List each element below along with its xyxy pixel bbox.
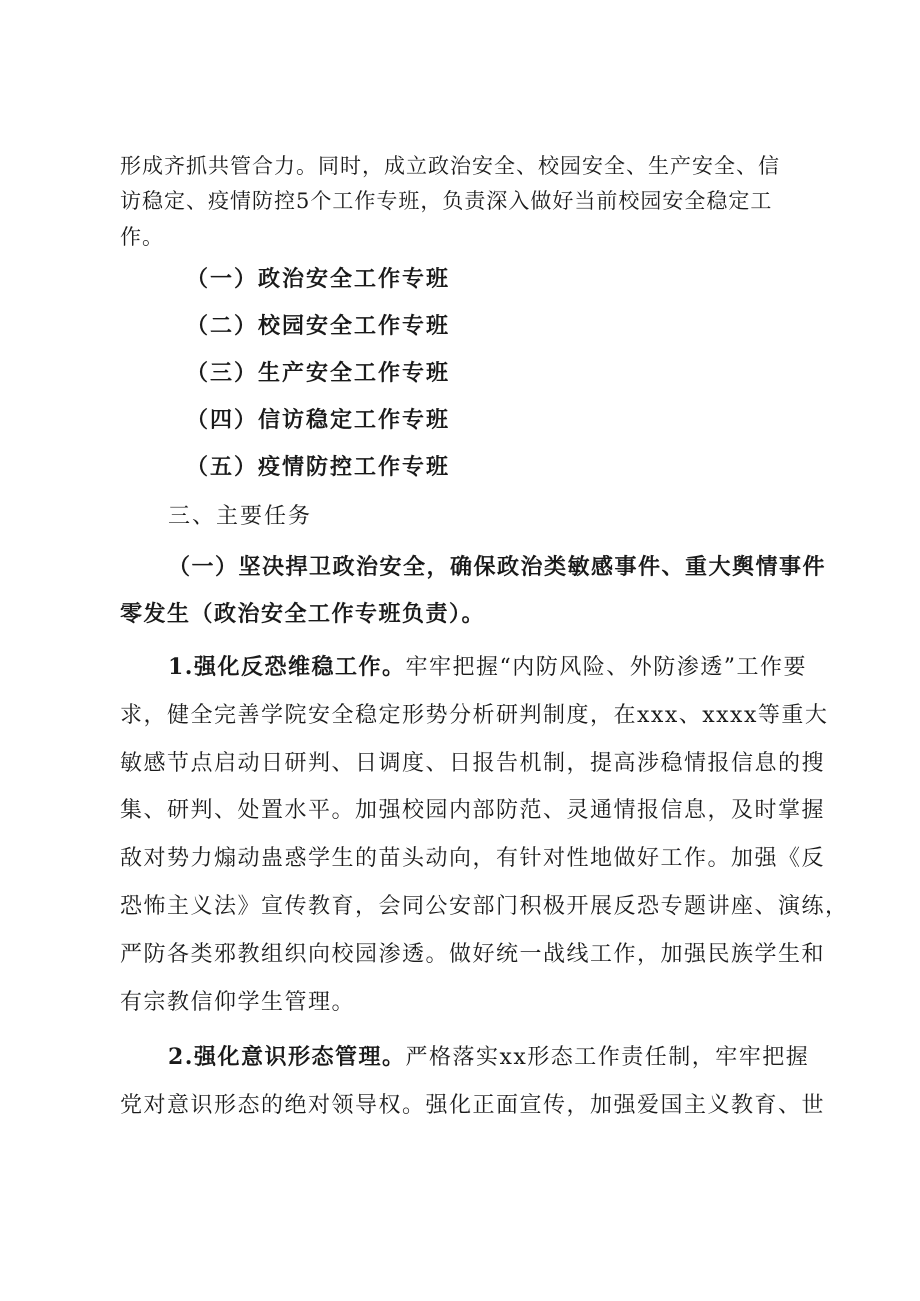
para1-line-3: 作。	[120, 225, 164, 249]
item1-line-7: 严防各类邪教组织向校园渗透。做好统一战线工作，加强民族学生和	[120, 942, 826, 967]
subheading-epidemic: （五）疫情防控工作专班	[186, 454, 451, 480]
subheading-production: （三）生产安全工作专班	[186, 360, 451, 386]
item1-first-rest: 牢牢把握“内防风险、外防渗透”工作要	[405, 655, 807, 680]
item1-first-line	[168, 650, 807, 681]
subheading-political: （一）政治安全工作专班	[186, 266, 451, 292]
item1-line-6: 恐怖主义法》宣传教育，会同公安部门积极开展反恐专题讲座、演练，	[120, 894, 849, 919]
item2-first-line	[168, 1040, 809, 1071]
item1-line-2: 求，健全完善学院安全稳定形势分析研判制度，在xxx、xxxx等重大	[120, 703, 829, 728]
task1-line-1: （一）坚决捍卫政治安全，确保政治类敏感事件、重大舆情事件	[168, 554, 827, 580]
item2-lead: 2.强化意识形态管理。	[168, 1044, 406, 1070]
section-title: 三、主要任务	[168, 504, 313, 529]
item1-line-8: 有宗教信仰学生管理。	[120, 990, 356, 1015]
item2-line-2: 党对意识形态的绝对领导权。强化正面宣传，加强爱国主义教育、世	[120, 1093, 826, 1118]
item1-line-5: 敌对势力煽动蛊惑学生的苗头动向，有针对性地做好工作。加强《反	[120, 846, 826, 871]
task1-line-2: 零发生（政治安全工作专班负责）。	[120, 601, 486, 627]
item2-first-rest: 严格落实xx形态工作责任制，牢牢把握	[405, 1045, 810, 1070]
item1-lead: 1.强化反恐维稳工作。	[168, 654, 406, 680]
para1-line-1: 形成齐抓共管合力。同时，成立政治安全、校园安全、生产安全、信	[120, 154, 780, 178]
subheading-campus: （二）校园安全工作专班	[186, 313, 451, 339]
item1-line-4: 集、研判、处置水平。加强校园内部防范、灵通情报信息，及时掌握	[120, 798, 826, 823]
subheading-petition: （四）信访稳定工作专班	[186, 407, 451, 433]
para1-line-2: 访稳定、疫情防控5个工作专班，负责深入做好当前校园安全稳定工	[120, 189, 773, 213]
item1-line-3: 敏感节点启动日研判、日调度、日报告机制，提高涉稳情报信息的搜	[120, 751, 826, 776]
